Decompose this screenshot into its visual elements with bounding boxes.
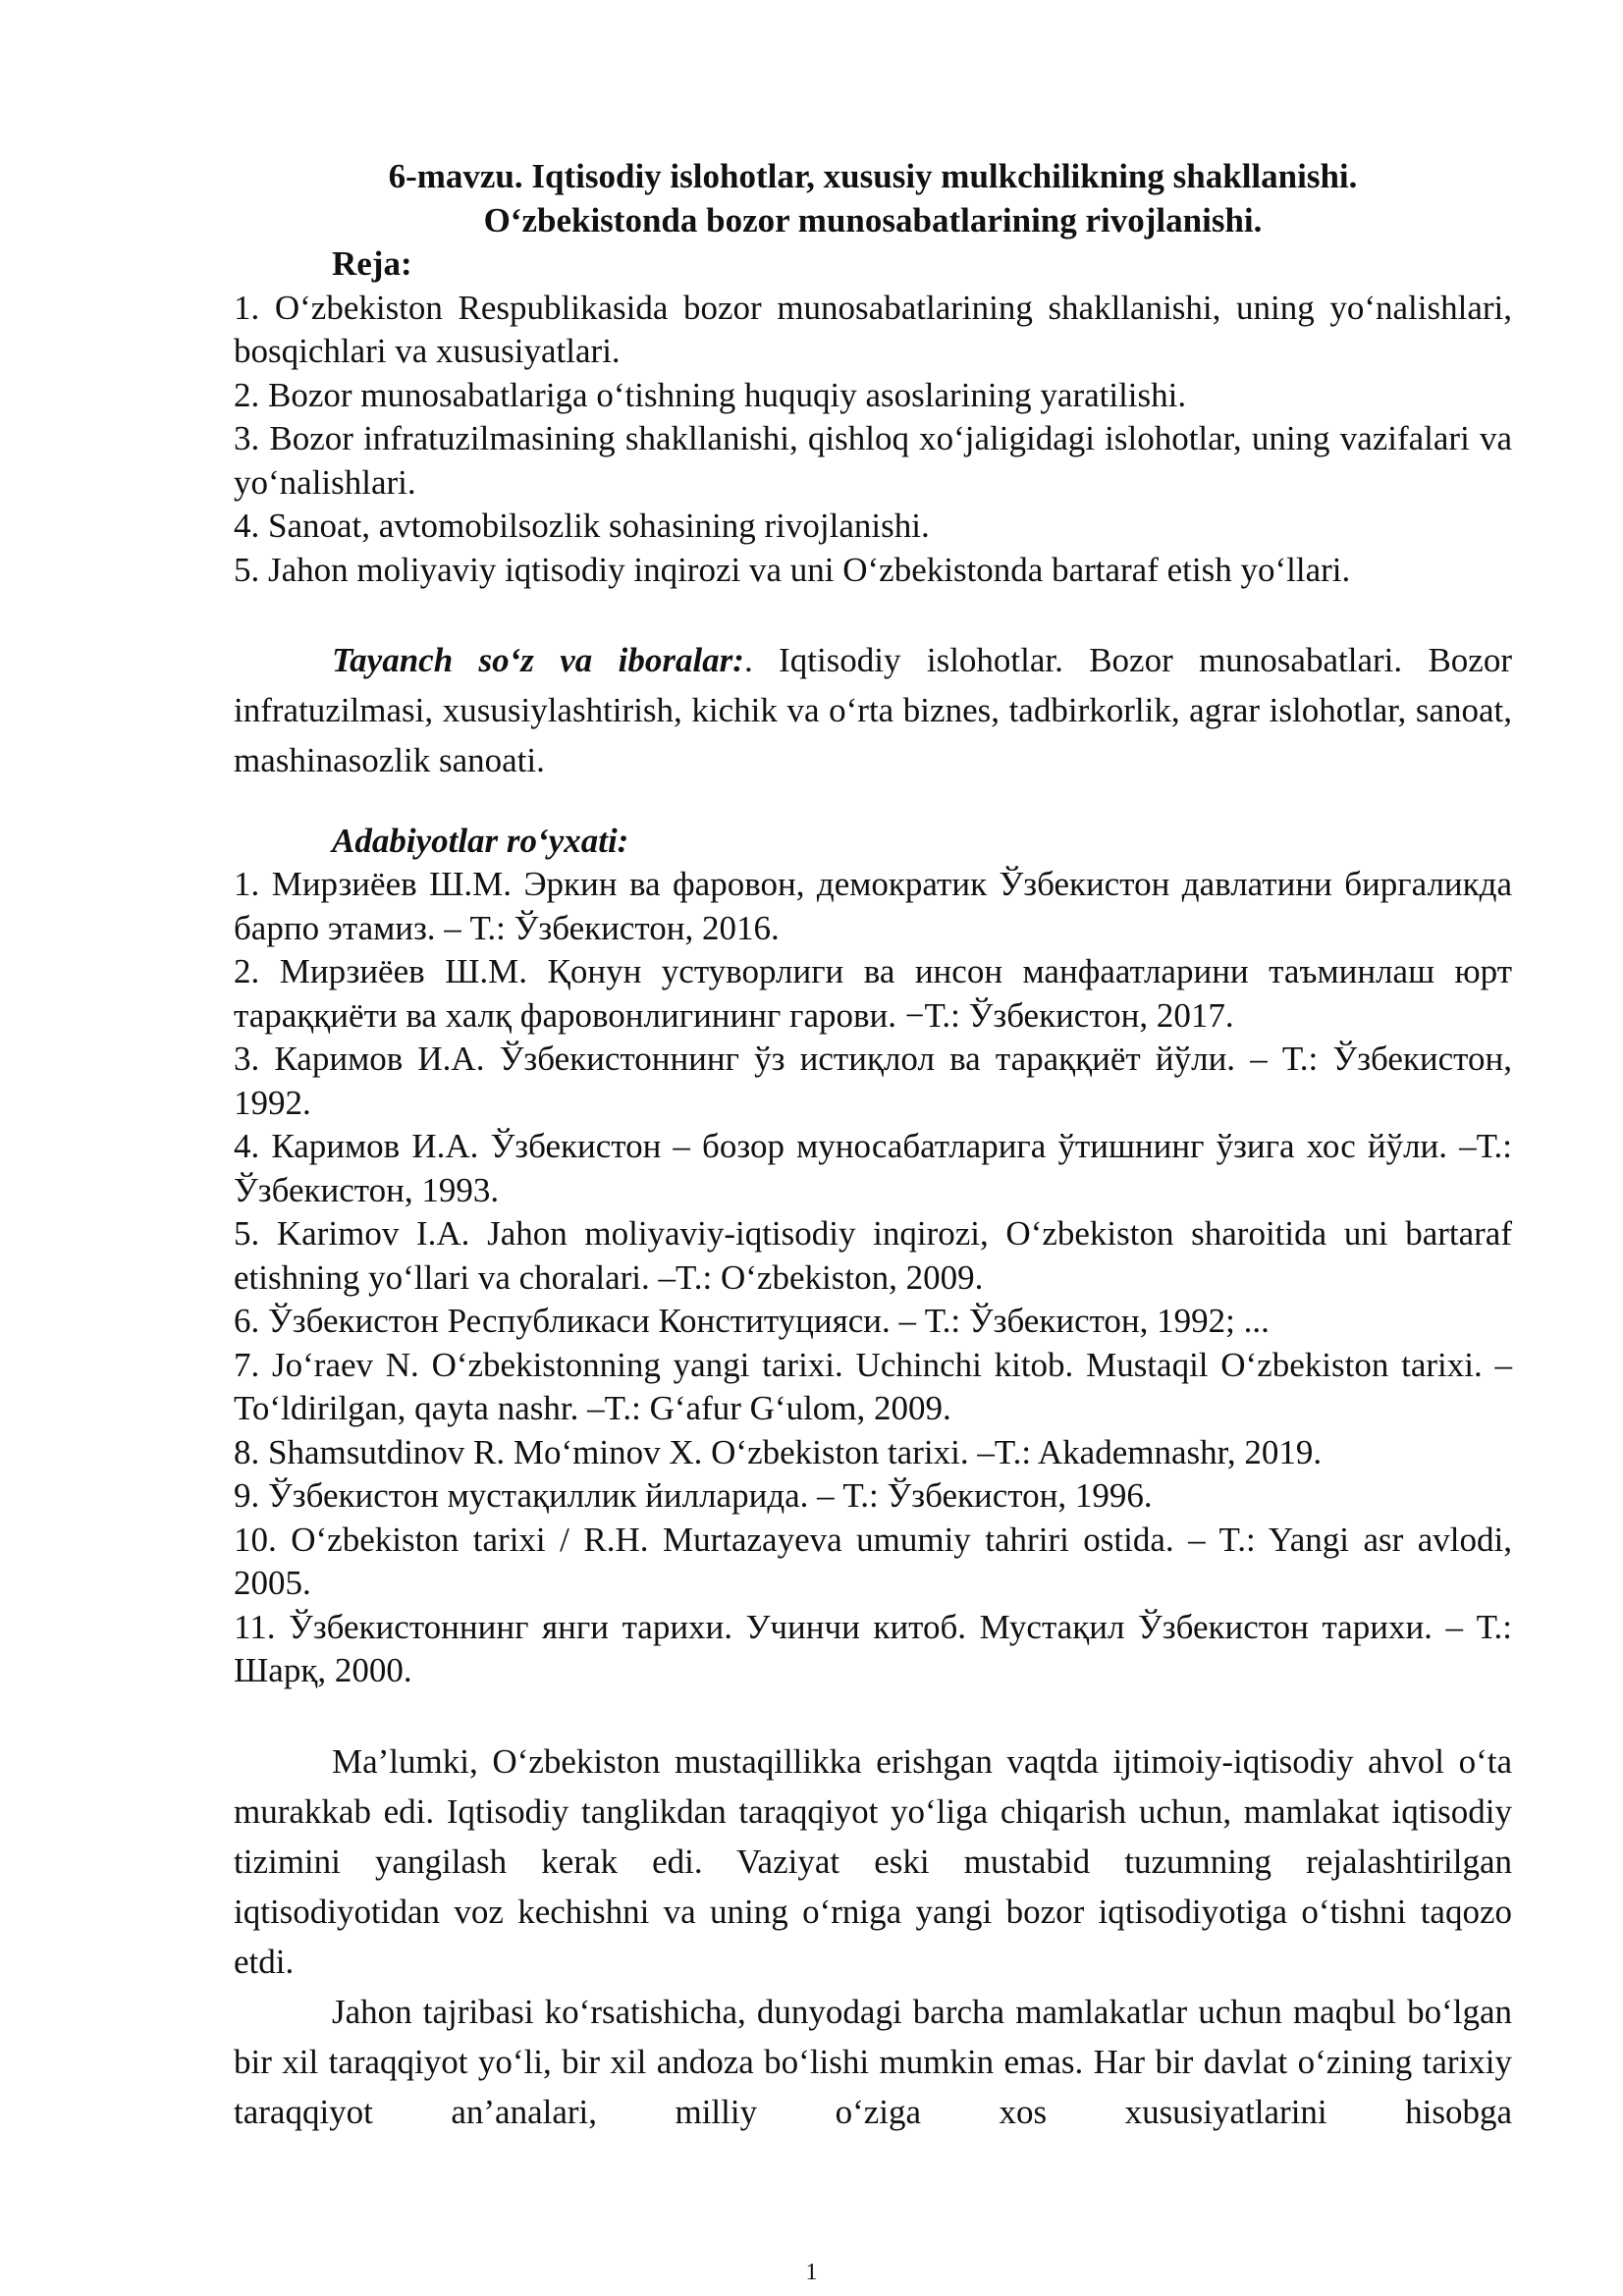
literature-item: 3. Каримов И.А. Ўзбекистоннинг ўз истиқлол ва тараққиёт йўли. – Т.: Ўзбекистон, 1992. xyxy=(234,1040,1512,1122)
page-content xyxy=(234,155,1512,2137)
plan-item: 4. Sanoat, avtomobilsozlik sohasining rivojlanishi. xyxy=(234,507,930,545)
keywords-label: Tayanch so‘z va iboralar: xyxy=(332,641,744,679)
literature-item: 8. Shamsutdinov R. Mo‘minov X. O‘zbekiston tarixi. –T.: Akademnashr, 2019. xyxy=(234,1432,1323,1471)
literature-heading: Adabiyotlar ro‘yxati: xyxy=(332,822,629,860)
plan-item: 2. Bozor munosabatlariga o‘tishning huquqiy asoslarining yaratilishi. xyxy=(234,375,1187,414)
title-line-2: O‘zbekistonda bozor munosabatlarining rivojlanishi. xyxy=(483,200,1263,240)
plan-heading: Reja: xyxy=(332,244,412,283)
literature-item: 2. Мирзиёев Ш.М. Қонун устуворлиги ва инсон манфаатларини таъминлаш юрт тараққиёти ва халқ фаровонлигининг гарови. −Т.: Ўзбекистон, 2017. xyxy=(234,952,1512,1035)
literature-item: 1. Мирзиёев Ш.М. Эркин ва фаровон, демократик Ўзбекистон давлатини биргаликда барпо этамиз. – Т.: Ўзбекистон, 2016. xyxy=(234,865,1512,947)
literature-item: 6. Ўзбекистон Республикаси Конституцияси. – Т.: Ўзбекистон, 1992; ... xyxy=(234,1302,1270,1340)
body-paragraph: Jahon tajribasi ko‘rsatishicha, dunyodagi barcha mamlakatlar uchun maqbul bo‘lgan bir xil taraqqiyot yo‘li, bir xil andoza bo‘lishi mumkin emas. Har bir davlat o‘zining tarixiy taraqqiyot an’analari, milliy o‘ziga xos xususiyatlarini hisobga xyxy=(234,1992,1512,2131)
literature-item: 5. Karimov I.A. Jahon moliyaviy-iqtisodiy inqirozi, O‘zbekiston sharoitida uni bartaraf etishning yo‘llari va choralari. –T.: O‘zbekiston, 2009. xyxy=(234,1214,1512,1297)
keywords-paragraph xyxy=(234,635,1512,785)
plan-item: 5. Jahon moliyaviy iqtisodiy inqirozi va uni O‘zbekistonda bartaraf etish yo‘llari. xyxy=(234,550,1351,589)
title-line-1: 6-mavzu. Iqtisodiy islohotlar, xususiy mulkchilikning shakllanishi. xyxy=(388,157,1358,195)
plan-item: 3. Bozor infratuzilmasining shakllanishi, qishloq xo‘jaligidagi islohotlar, uning vazifalari va yo‘nalishlari. xyxy=(234,419,1512,502)
body-paragraph: Ma’lumki, O‘zbekiston mustaqillikka erishgan vaqtda ijtimoiy-iqtisodiy ahvol o‘ta murakkab edi. Iqtisodiy tanglikdan taraqqiyot yo‘liga chiqarish uchun, mamlakat iqtisodiy tizimini yangilash kerak edi. Vaziyat eski mustabid tuzumning rejalashtirilgan iqtisodiyotidan voz kechishni va uning o‘rniga yangi bozor iqtisodiyotiga o‘tishni taqozo etdi. xyxy=(234,1741,1512,1981)
keywords-text: . Iqtisodiy islohotlar. Bozor munosabatlari. Bozor infratuzilmasi, xususiylashtirish, kichik va o‘rta biznes, tadbirkorlik, agrar islohotlar, sanoat, mashinasozlik sanoati. xyxy=(234,641,1512,779)
page-number: 1 xyxy=(805,2260,818,2285)
literature-item: 7. Jo‘raev N. O‘zbekistonning yangi tarixi. Uchinchi kitob. Mustaqil O‘zbekiston tarixi. – To‘ldirilgan, qayta nashr. –T.: G‘afur G‘ulom, 2009. xyxy=(234,1345,1512,1427)
literature-item: 9. Ўзбекистон мустақиллик йилларида. – Т.: Ўзбекистон, 1996. xyxy=(234,1476,1153,1515)
literature-item: 11. Ўзбекистоннинг янги тарихи. Учинчи китоб. Мустақил Ўзбекистон тарихи. – Т.: Шарқ, 2000. xyxy=(234,1607,1512,1689)
plan-item: 1. O‘zbekiston Respublikasida bozor munosabatlarining shakllanishi, uning yo‘nalishlari, bosqichlari va xususiyatlari. xyxy=(234,288,1512,370)
plan-list xyxy=(234,287,1512,593)
literature-item: 4. Каримов И.А. Ўзбекистон – бозор муносабатларига ўтишнинг ўзига хос йўли. –Т.: Ўзбекистон, 1993. xyxy=(234,1127,1512,1209)
literature-list xyxy=(234,863,1512,1693)
literature-item: 10. O‘zbekiston tarixi / R.H. Murtazayeva umumiy tahriri ostida. – T.: Yangi asr avlodi, 2005. xyxy=(234,1520,1512,1602)
